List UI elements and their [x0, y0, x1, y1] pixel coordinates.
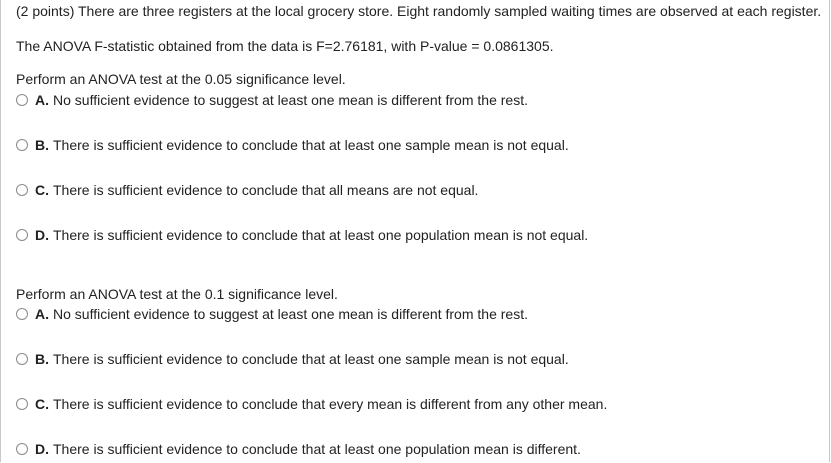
option-text: There is sufficient evidence to conclude that at least one sample mean is not equal.: [53, 136, 569, 153]
q1-option-a[interactable]: [16, 91, 528, 108]
option-letter: A.: [35, 91, 49, 108]
option-letter: D.: [35, 226, 49, 243]
option-text: No sufficient evidence to suggest at least one mean is different from the rest.: [53, 305, 528, 322]
option-letter: B.: [35, 136, 49, 153]
option-text: There is sufficient evidence to conclude that all means are not equal.: [53, 181, 479, 198]
option-letter: A.: [35, 305, 49, 322]
option-text: There is sufficient evidence to conclude that at least one sample mean is not equal.: [53, 350, 569, 367]
q2-option-c[interactable]: [16, 395, 607, 412]
radio-button[interactable]: [16, 229, 28, 241]
q2-prompt: Perform an ANOVA test at the 0.1 significance level.: [16, 286, 338, 302]
radio-button[interactable]: [16, 443, 28, 455]
option-letter: B.: [35, 350, 49, 367]
option-letter: C.: [35, 395, 49, 412]
q1-option-c[interactable]: [16, 181, 478, 198]
q1-option-b[interactable]: [16, 136, 569, 153]
radio-button[interactable]: [16, 308, 28, 320]
q2-option-a[interactable]: [16, 305, 528, 322]
option-text: No sufficient evidence to suggest at least one mean is different from the rest.: [53, 91, 528, 108]
radio-button[interactable]: [16, 398, 28, 410]
question-intro: (2 points) There are three registers at the local grocery store. Eight randomly sampled waiting times are observed at each register.: [16, 3, 822, 19]
q2-option-d[interactable]: [16, 440, 581, 457]
f-statistic-text: The ANOVA F-statistic obtained from the data is F=2.76181, with P-value = 0.0861305.: [16, 38, 554, 54]
q2-option-b[interactable]: [16, 350, 569, 367]
option-text: There is sufficient evidence to conclude that at least one population mean is different.: [53, 440, 581, 457]
radio-button[interactable]: [16, 184, 28, 196]
option-letter: C.: [35, 181, 49, 198]
option-letter: D.: [35, 440, 49, 457]
radio-button[interactable]: [16, 353, 28, 365]
q1-option-d[interactable]: [16, 226, 588, 243]
radio-button[interactable]: [16, 139, 28, 151]
q1-prompt: Perform an ANOVA test at the 0.05 significance level.: [16, 71, 346, 87]
option-text: There is sufficient evidence to conclude that at least one population mean is not equal.: [53, 226, 589, 243]
radio-button[interactable]: [16, 94, 28, 106]
option-text: There is sufficient evidence to conclude that every mean is different from any other mean.: [53, 395, 608, 412]
